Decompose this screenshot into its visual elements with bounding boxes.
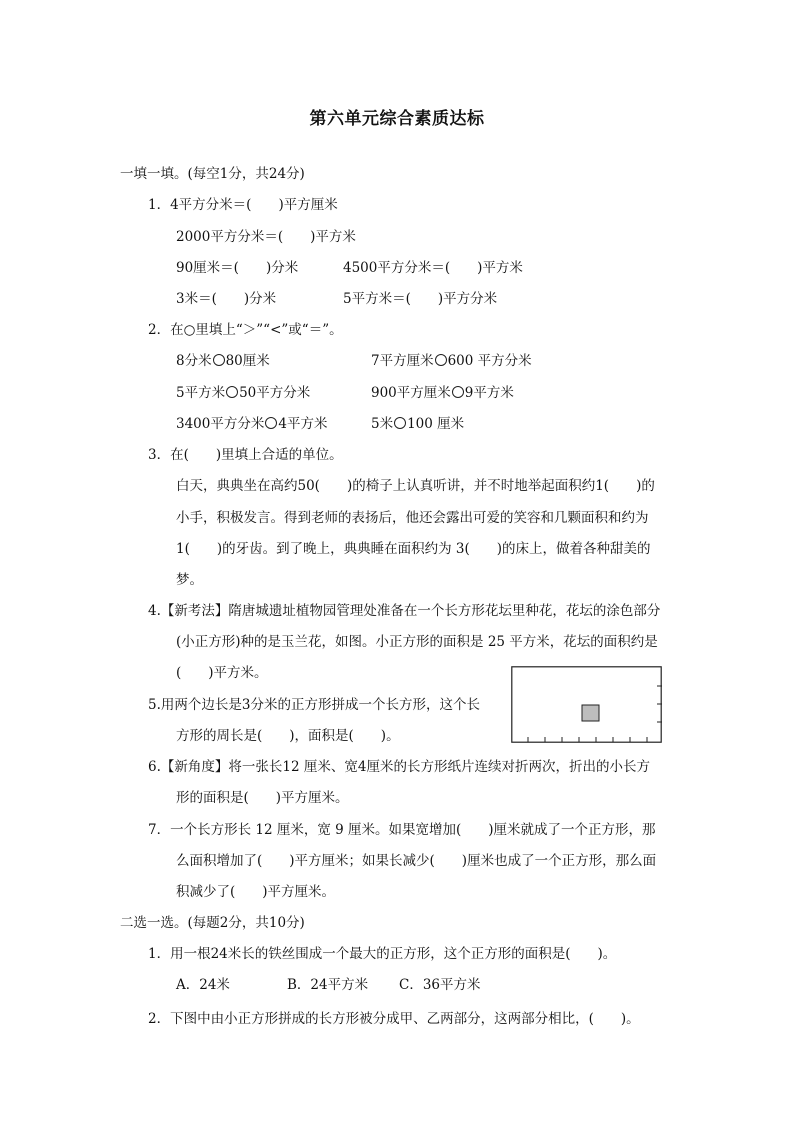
blank-circle (452, 386, 464, 398)
page-title: 第六单元综合素质达标 (309, 109, 485, 129)
question-4-line: ( )平方米。 (176, 665, 268, 681)
question-6-line: 形的面积是( )平方厘米。 (176, 790, 349, 806)
question-3: 3．在( )里填上合适的单位。 (148, 447, 343, 463)
question-1: 1．4平方分米＝( )平方厘米 (148, 197, 338, 213)
blank-circle (435, 354, 447, 366)
question-2: 2．下图中由小正方形拼成的长方形被分成甲、乙两部分，这两部分相比，( )。 (148, 1011, 640, 1027)
section-heading: 二选一选。(每题2分，共10分) (120, 915, 305, 931)
question-3-line: 1( )的牙齿。到了晚上，典典睡在面积约为 3( )的床上，做着各种甜美的 (176, 541, 651, 557)
question-5-line: 方形的周长是( )，面积是( )。 (176, 728, 400, 744)
option-b: B．24平方米 (287, 977, 369, 993)
compare-item: 5平方米 50平方分米 (176, 385, 311, 401)
compare-item: 3400平方分米 4平方米 (176, 416, 328, 432)
small-square (582, 705, 599, 721)
question-4-line: (小正方形)种的是玉兰花，如图。小正方形的面积是 25 平方米，花坛的面积约是 (176, 634, 658, 650)
blank-circle (394, 417, 406, 429)
question-3-line: 梦。 (176, 572, 203, 588)
question-6: 6.【新角度】将一张长12 厘米、宽4厘米的长方形纸片连续对折两次，折出的小长方 (148, 759, 650, 775)
question-2: 2．在○里填上“＞”“<”或“＝”。 (148, 322, 343, 338)
question-4: 4.【新考法】隋唐城遗址植物园管理处准备在一个长方形花坛里种花，花坛的涂色部分 (148, 603, 661, 619)
compare-item: 5米 100 厘米 (371, 416, 465, 432)
compare-item: 7平方厘米 600 平方分米 (371, 353, 532, 369)
question-1: 1．用一根24米长的铁丝围成一个最大的正方形，这个正方形的面积是( )。 (148, 946, 617, 962)
question-1-line: 2000平方分米＝( )平方米 (176, 229, 356, 245)
blank-circle (213, 354, 225, 366)
question-3-line: 白天，典典坐在高约50( )的椅子上认真听讲，并不时地举起面积约1( )的 (176, 478, 655, 494)
blank-circle (265, 417, 277, 429)
blank-circle (226, 386, 238, 398)
option-a: A．24米 (176, 977, 230, 993)
question-7: 7．一个长方形长 12 厘米，宽 9 厘米。如果宽增加( )厘米就成了一个正方形，那 (148, 822, 656, 838)
question-1-line: 3米＝( )分米 (176, 291, 277, 307)
option-c: C．36平方米 (399, 977, 481, 993)
question-7-line: 积减少了( )平方厘米。 (176, 884, 336, 900)
question-5: 5.用两个边长是3分米的正方形拼成一个长方形，这个长 (148, 697, 480, 713)
flower-bed-figure (511, 666, 663, 743)
question-7-line: 么面积增加了( )平方厘米；如果长减少( )厘米也成了一个正方形，那么面 (176, 853, 657, 869)
question-3-line: 小手，积极发言。得到老师的表扬后，他还会露出可爱的笑容和几颗面积和约为 (176, 510, 649, 526)
question-1-line: 5平方米＝( )平方分米 (343, 291, 498, 307)
section-heading: 一填一填。(每空1分，共24分) (120, 166, 305, 182)
question-1-line: 90厘米＝( )分米 (176, 260, 299, 276)
compare-item: 900平方厘米 9平方米 (371, 385, 514, 401)
question-1-line: 4500平方分米＝( )平方米 (343, 260, 523, 276)
compare-item: 8分米 80厘米 (176, 353, 270, 369)
